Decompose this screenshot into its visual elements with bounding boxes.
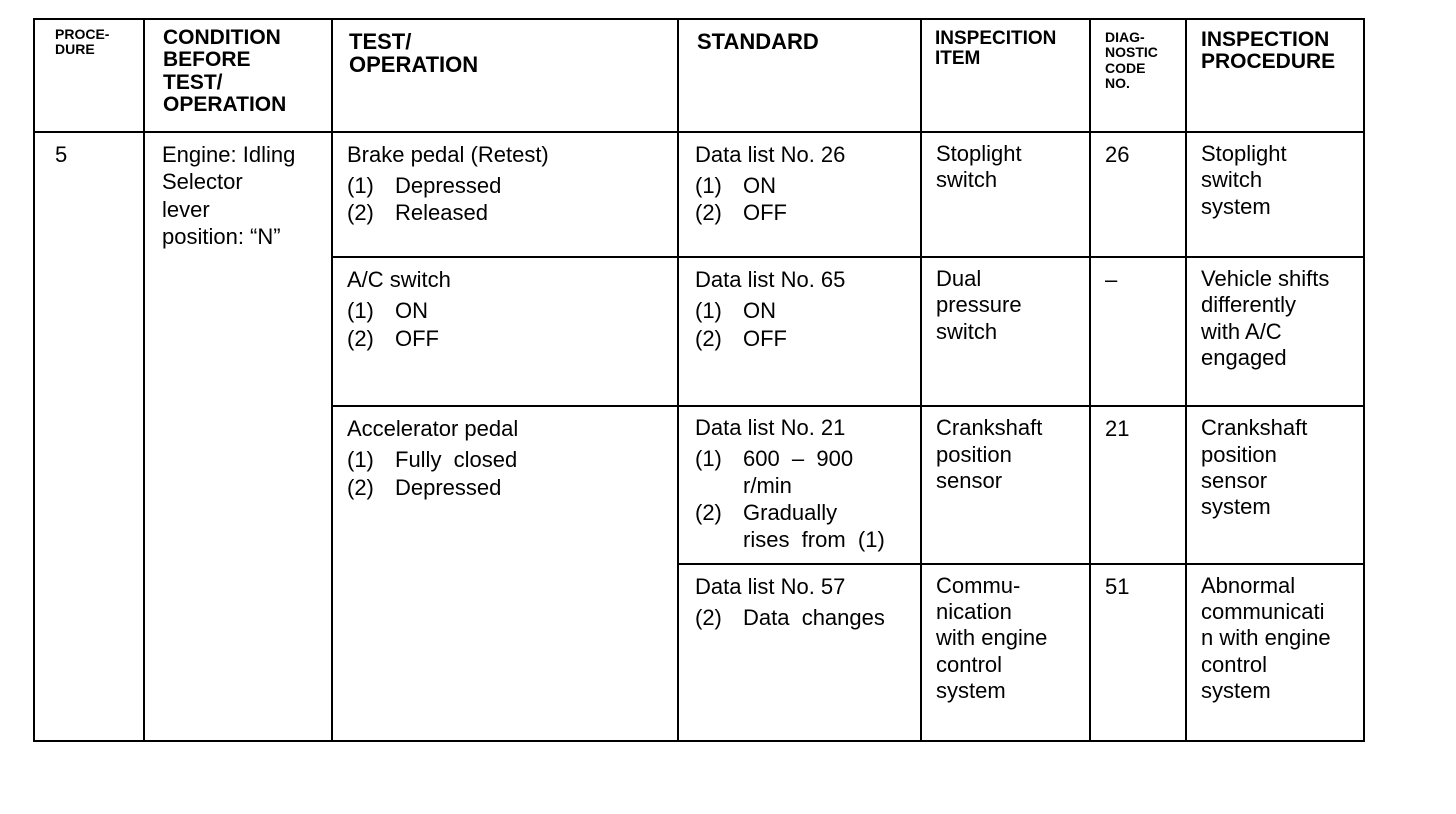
item-number: (1) <box>695 173 722 199</box>
standard-cell <box>678 564 921 742</box>
header-row <box>34 19 1364 132</box>
inspection-item-line: system <box>936 678 1006 704</box>
list-item <box>347 446 677 473</box>
header-standard <box>678 19 921 132</box>
condition-line: Engine: Idling <box>162 141 296 167</box>
item-number: (1) <box>347 173 374 199</box>
inspection-item-line: control <box>936 651 1003 677</box>
standard-title: Data list No. 65 <box>695 266 846 292</box>
item-number: (1) <box>347 447 374 473</box>
inspection-item-cell <box>921 564 1090 742</box>
diagnostic-code-cell <box>1090 257 1186 406</box>
diagnostic-table <box>33 18 1365 742</box>
inspection-procedure-line: differently <box>1201 292 1296 318</box>
inspection-procedure-line: n with engine <box>1201 625 1331 651</box>
item-number: (2) <box>347 325 374 351</box>
item-number: (2) <box>695 200 722 226</box>
item-number: (2) <box>695 325 722 351</box>
list-item <box>347 474 677 501</box>
header-procedure-line: PROCE- <box>55 26 110 42</box>
inspection-procedure-line: control <box>1201 651 1268 677</box>
header-inspection-proc-line: PROCEDURE <box>1201 50 1336 74</box>
inspection-item-line: Crankshaft <box>936 415 1043 441</box>
diagnostic-code-cell <box>1090 132 1186 257</box>
condition-cell <box>144 132 332 741</box>
item-text: Released <box>395 200 488 226</box>
inspection-procedure-line: communicati <box>1201 598 1325 624</box>
inspection-item-line: Dual <box>936 265 982 291</box>
item-number: (2) <box>695 604 722 630</box>
item-text <box>743 446 920 500</box>
header-procedure-line: DURE <box>55 40 95 57</box>
header-diag-line: CODE <box>1105 59 1146 76</box>
test-operation-cell <box>332 132 678 257</box>
inspection-item-line: with engine <box>936 625 1048 651</box>
standard-cell <box>678 257 921 406</box>
inspection-procedure-cell <box>1186 406 1364 563</box>
header-test-line: OPERATION <box>349 52 479 78</box>
inspection-procedure-cell <box>1186 257 1364 406</box>
diagnostic-code-cell <box>1090 564 1186 742</box>
inspection-item-line: Commu- <box>936 572 1021 598</box>
item-text: ON <box>395 298 428 324</box>
header-diagnostic-code <box>1090 19 1186 132</box>
item-text-line: 600 – 900 <box>743 446 854 472</box>
item-text-line: rises from (1) <box>743 526 885 552</box>
condition-line: position: “N” <box>162 224 281 250</box>
header-test-operation <box>332 19 678 132</box>
inspection-item-line: position <box>936 441 1012 467</box>
header-condition <box>144 19 332 132</box>
item-text: Fully closed <box>395 447 518 473</box>
item-text: Depressed <box>395 173 502 199</box>
condition-line: lever <box>162 196 210 222</box>
list-item <box>347 199 677 226</box>
header-condition-line: OPERATION <box>163 92 287 116</box>
table-row <box>34 132 1364 257</box>
diagnostic-table-sheet <box>33 18 1363 742</box>
procedure-number-cell <box>34 132 144 741</box>
inspection-procedure-line: system <box>1201 193 1271 219</box>
inspection-procedure-line: Stoplight <box>1201 140 1287 166</box>
inspection-procedure-line: with A/C <box>1201 318 1282 344</box>
list-item <box>695 297 920 324</box>
test-operation-cell <box>332 406 678 741</box>
item-text-line: r/min <box>743 472 792 498</box>
standard-cell <box>678 406 921 563</box>
inspection-procedure-line: position <box>1201 441 1277 467</box>
item-text: OFF <box>743 325 787 351</box>
inspection-procedure-line: system <box>1201 494 1271 520</box>
standard-title: Data list No. 57 <box>695 573 846 599</box>
list-item <box>695 325 920 352</box>
header-condition-line: CONDITION <box>163 26 281 49</box>
header-inspection-item <box>921 19 1090 132</box>
header-inspection-item-line: INSPECITION <box>935 28 1057 49</box>
test-title: A/C switch <box>347 266 451 292</box>
list-item <box>695 500 920 554</box>
diagnostic-code-cell <box>1090 406 1186 563</box>
list-item <box>347 325 677 352</box>
inspection-procedure-line: switch <box>1201 167 1263 193</box>
inspection-item-line: switch <box>936 318 998 344</box>
item-text: Data changes <box>743 604 885 630</box>
header-condition-line: BEFORE <box>163 48 251 72</box>
condition-line: Selector <box>162 169 243 195</box>
inspection-procedure-line: engaged <box>1201 345 1287 371</box>
test-title: Accelerator pedal <box>347 416 519 442</box>
inspection-procedure-line: system <box>1201 678 1271 704</box>
header-inspection-proc-line: INSPECTION <box>1201 28 1330 51</box>
inspection-item-cell <box>921 406 1090 563</box>
inspection-procedure-line: Crankshaft <box>1201 415 1308 441</box>
header-inspection-item-line: ITEM <box>935 48 981 70</box>
standard-title: Data list No. 26 <box>695 141 846 167</box>
diagnostic-code: 51 <box>1105 573 1130 599</box>
list-item <box>347 297 677 324</box>
list-item <box>347 172 677 199</box>
item-number: (2) <box>695 499 722 525</box>
item-number: (1) <box>347 298 374 324</box>
test-title: Brake pedal (Retest) <box>347 141 549 167</box>
inspection-item-line: pressure <box>936 292 1022 318</box>
header-diag-line: NO. <box>1105 75 1130 92</box>
item-number: (2) <box>347 474 374 500</box>
header-condition-line: TEST/ <box>163 70 223 94</box>
list-item <box>695 446 920 500</box>
inspection-item-cell <box>921 257 1090 406</box>
procedure-number: 5 <box>55 141 68 167</box>
item-number: (2) <box>347 200 374 226</box>
item-text: Depressed <box>395 474 502 500</box>
standard-cell <box>678 132 921 257</box>
item-text-line: Gradually <box>743 499 838 525</box>
item-text: OFF <box>395 325 439 351</box>
inspection-procedure-line: sensor <box>1201 467 1268 493</box>
item-text: ON <box>743 298 776 324</box>
inspection-item-line: sensor <box>936 467 1003 493</box>
diagnostic-code: 21 <box>1105 416 1130 442</box>
header-diag-line: DIAG- <box>1105 29 1145 45</box>
standard-title: Data list No. 21 <box>695 415 846 441</box>
list-item <box>695 172 920 199</box>
inspection-item-cell <box>921 132 1090 257</box>
list-item <box>695 199 920 226</box>
diagnostic-code: – <box>1105 266 1118 292</box>
item-number: (1) <box>695 298 722 324</box>
diagnostic-code: 26 <box>1105 141 1130 167</box>
inspection-procedure-cell <box>1186 132 1364 257</box>
header-standard-label: STANDARD <box>697 29 819 54</box>
test-operation-cell <box>332 257 678 406</box>
header-test-line: TEST/ <box>349 29 412 54</box>
item-number: (1) <box>695 446 722 472</box>
inspection-item-line: nication <box>936 598 1012 624</box>
item-text: ON <box>743 173 776 199</box>
inspection-procedure-line: Vehicle shifts <box>1201 265 1330 291</box>
inspection-item-line: switch <box>936 167 998 193</box>
header-diag-line: NOSTIC <box>1105 44 1158 61</box>
item-text: OFF <box>743 200 787 226</box>
item-text <box>743 500 920 554</box>
list-item <box>695 604 920 631</box>
inspection-procedure-line: Abnormal <box>1201 572 1296 598</box>
header-inspection-procedure <box>1186 19 1364 132</box>
inspection-item-line: Stoplight <box>936 140 1022 166</box>
inspection-procedure-cell <box>1186 564 1364 742</box>
header-procedure <box>34 19 144 132</box>
